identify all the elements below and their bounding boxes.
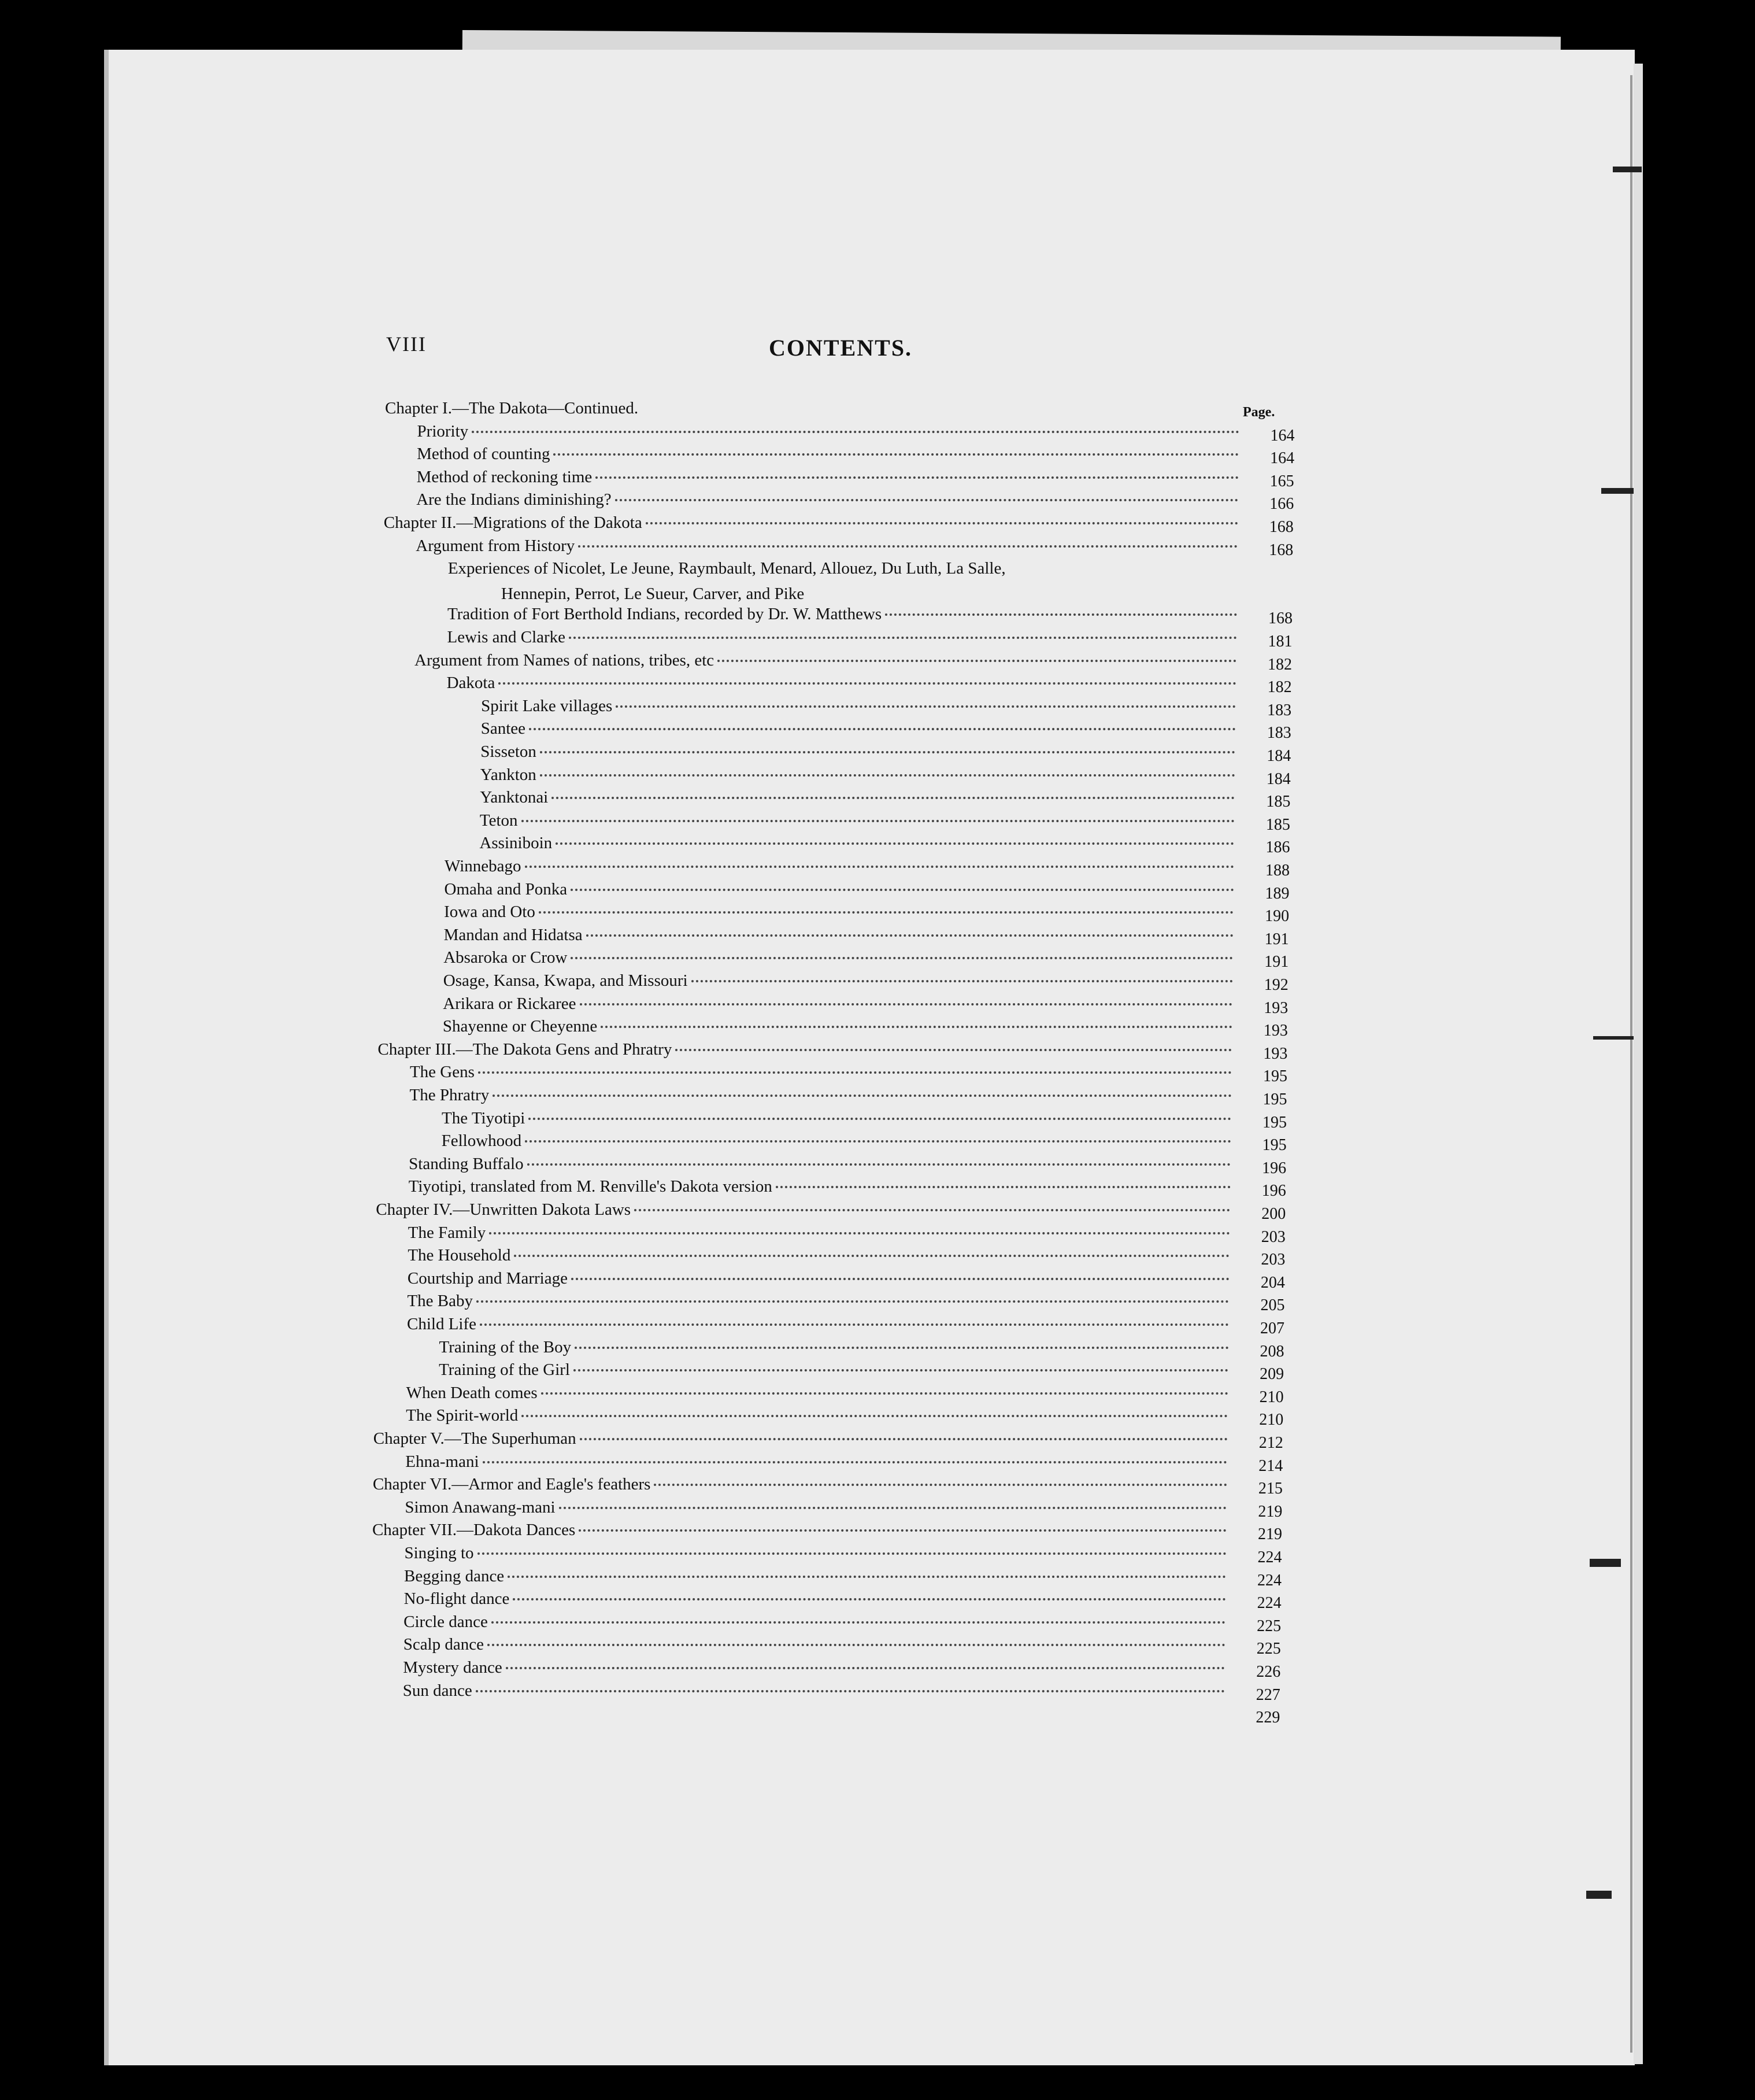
toc-entry-row (439, 1338, 1232, 1361)
toc-entry-label: Chapter I.—The Dakota—Continued. (385, 399, 639, 417)
toc-entry-row (403, 1613, 1229, 1636)
toc-entry-row (445, 857, 1238, 880)
toc-page-number: 224 (1257, 1548, 1282, 1566)
toc-chapter-row (372, 1521, 1230, 1544)
toc-entry-label: Priority (417, 422, 469, 441)
dot-leader (529, 728, 1236, 730)
toc-entry-row (403, 1635, 1229, 1658)
dot-leader (571, 1278, 1230, 1280)
dot-leader (513, 1598, 1225, 1600)
toc-page-number: 191 (1264, 953, 1289, 971)
toc-page-number: 195 (1262, 1090, 1287, 1108)
toc-entry-row (406, 1406, 1231, 1429)
dot-leader (646, 522, 1238, 524)
toc-entry-label: Child Life (407, 1315, 477, 1333)
toc-entry-row (480, 766, 1239, 789)
toc-entry-row (409, 1177, 1234, 1200)
toc-page-number: 165 (1269, 472, 1294, 490)
dot-leader (476, 1690, 1225, 1692)
toc-entry-label: Chapter V.—The Superhuman (373, 1429, 576, 1448)
toc-page-number: 224 (1257, 1571, 1282, 1589)
toc-entry-label: Method of reckoning time (416, 467, 593, 486)
toc-page-number: 195 (1262, 1113, 1287, 1132)
toc-chapter-row (377, 1040, 1235, 1063)
dot-leader (476, 1300, 1229, 1303)
toc-entry-row (404, 1567, 1230, 1590)
toc-entry-row (403, 1681, 1228, 1705)
toc-entry-row (481, 697, 1239, 720)
toc-page-number: 225 (1257, 1617, 1282, 1635)
dot-leader (556, 842, 1234, 845)
toc-entry-row (481, 719, 1239, 742)
toc-page-number: 192 (1264, 976, 1289, 994)
toc-entry-label: The Household (408, 1246, 511, 1265)
dot-leader (595, 476, 1238, 479)
dot-leader (580, 1438, 1228, 1440)
toc-entry-label: Training of the Boy (439, 1337, 572, 1356)
dot-leader (525, 1140, 1231, 1143)
toc-entry-row (410, 1063, 1235, 1086)
toc-entry-label: The Spirit-world (406, 1406, 519, 1425)
toc-entry-label: Scalp dance (403, 1635, 484, 1654)
toc-entry-label: Circle dance (403, 1612, 488, 1631)
toc-page-number: 215 (1258, 1480, 1283, 1498)
toc-entry-label: Sun dance (402, 1681, 472, 1700)
toc-page-number: 225 (1256, 1640, 1281, 1658)
toc-entry-label: Mystery dance (403, 1658, 502, 1677)
toc-page-number: 203 (1261, 1251, 1286, 1269)
dot-leader (472, 431, 1239, 433)
toc-entry-row (406, 1384, 1232, 1407)
dot-leader (580, 1003, 1233, 1005)
toc-entry-row (442, 1132, 1235, 1155)
dot-leader (575, 1347, 1228, 1349)
toc-entry-row (416, 537, 1241, 560)
dot-leader (578, 545, 1238, 548)
toc-entry-row (480, 811, 1238, 834)
dot-leader (521, 820, 1235, 822)
dot-leader (491, 1621, 1225, 1624)
toc-entry-label: The Phratry (409, 1086, 490, 1104)
toc-page-number: 205 (1260, 1296, 1285, 1315)
toc-page-number: 183 (1267, 724, 1291, 742)
dot-leader (487, 1644, 1225, 1646)
toc-page-number: 195 (1262, 1067, 1287, 1086)
toc-entry-label: Chapter VI.—Armor and Eagle's feathers (372, 1475, 651, 1494)
toc-page-number: 196 (1262, 1159, 1287, 1177)
dot-leader (521, 1415, 1228, 1417)
toc-entry-row (409, 1155, 1234, 1178)
toc-entry-label: Method of counting (417, 445, 550, 464)
toc-entry-row (405, 1544, 1230, 1567)
toc-entry-row (444, 926, 1237, 949)
dot-leader (579, 1529, 1227, 1532)
toc-page-number: 226 (1256, 1663, 1281, 1681)
dot-leader (508, 1576, 1226, 1578)
toc-entry-row (439, 1360, 1232, 1384)
toc-entry-row (402, 1704, 1228, 1727)
toc-entry-row (448, 559, 1241, 582)
dot-leader (634, 1209, 1230, 1211)
toc-entry-row (417, 422, 1243, 445)
toc-entry-label: Tiyotipi, translated from M. Renville's Dakota version (408, 1177, 772, 1196)
toc-page-number: 168 (1269, 541, 1294, 559)
toc-page-number: 209 (1260, 1365, 1284, 1384)
toc-entry-label: Chapter III.—The Dakota Gens and Phratry (377, 1040, 672, 1059)
toc-entry-row (447, 605, 1241, 628)
toc-entry-label: Are the Indians diminishing? (416, 490, 612, 509)
dot-leader (601, 1026, 1232, 1028)
toc-page-number: 183 (1267, 701, 1292, 719)
toc-entry-label: Argument from History (416, 536, 575, 555)
toc-page-number: 164 (1270, 449, 1295, 468)
toc-entry-label: Begging dance (404, 1566, 505, 1585)
toc-entry-label: Absaroka or Crow (443, 948, 568, 967)
toc-entry-row (404, 1589, 1230, 1613)
toc-entry-label: Dakota (446, 674, 495, 693)
dot-leader (539, 911, 1234, 914)
toc-entry-label: Yankton (480, 765, 536, 784)
toc-entry-label: Yanktonai (480, 788, 549, 807)
toc-entry-label: Sisseton (480, 742, 536, 761)
dot-leader (514, 1255, 1230, 1257)
toc-page-number: 182 (1268, 655, 1293, 674)
toc-entry-label: Training of the Girl (439, 1360, 570, 1380)
toc-entry-label: The Gens (409, 1063, 475, 1082)
toc-page-number: 186 (1265, 838, 1290, 857)
toc-page-number: 185 (1265, 815, 1290, 834)
toc-entry-label: Ehna-mani (405, 1452, 479, 1471)
dot-leader (571, 957, 1233, 959)
toc-entry-label: Winnebago (445, 857, 521, 875)
toc-entry-row (403, 1658, 1228, 1681)
running-head-page-number: VIII (386, 332, 427, 356)
toc-chapter-row (376, 1200, 1234, 1223)
dot-leader (540, 751, 1235, 753)
toc-page-number: 229 (1256, 1709, 1280, 1727)
page-title: CONTENTS. (769, 335, 913, 361)
toc-page-number: 164 (1270, 426, 1295, 445)
toc-chapter-row (373, 1475, 1231, 1498)
toc-entry-label: The Baby (407, 1292, 473, 1311)
toc-entry-row (480, 788, 1238, 811)
toc-entry-row (405, 1452, 1231, 1476)
toc-entry-row (443, 994, 1236, 1018)
dot-leader (493, 1095, 1231, 1097)
toc-page-number: 168 (1269, 518, 1294, 536)
dot-leader (776, 1186, 1231, 1188)
toc-entry-row (408, 1246, 1233, 1269)
dot-leader (571, 889, 1234, 891)
toc-entry-label: Simon Anawang-mani (405, 1498, 556, 1517)
toc-entry-label: Chapter IV.—Unwritten Dakota Laws (376, 1200, 631, 1219)
toc-entry-row (443, 1017, 1236, 1040)
toc-page-number: 181 (1268, 633, 1293, 650)
dot-leader (569, 637, 1236, 639)
dot-leader (691, 980, 1233, 982)
dot-leader (527, 1163, 1231, 1166)
toc-entry-label: Shayenne or Cheyenne (442, 1017, 598, 1036)
toc-entry-row (405, 1498, 1230, 1521)
toc-entry-row (442, 1109, 1235, 1132)
toc-page-number: 219 (1257, 1525, 1282, 1544)
toc-entry-row (416, 490, 1242, 513)
toc-entry-row (408, 1269, 1233, 1292)
toc-page-number: 190 (1265, 907, 1290, 926)
dot-leader (559, 1507, 1227, 1509)
toc-entry-row (479, 834, 1238, 857)
toc-entry-label: Iowa and Oto (444, 903, 535, 922)
dot-leader (489, 1232, 1230, 1234)
toc-entry-row (443, 948, 1236, 971)
toc-page-number: 184 (1267, 747, 1291, 765)
toc-entry-label: The Family (408, 1223, 486, 1242)
dot-leader (483, 1461, 1228, 1463)
toc-entry-label: Osage, Kansa, Kwapa, and Missouri (443, 971, 688, 990)
toc-entry-label: Assiniboin (479, 834, 553, 853)
toc-page-number: 208 (1260, 1342, 1284, 1360)
toc-entry-row (410, 1086, 1235, 1109)
toc-page-number: 182 (1267, 678, 1292, 697)
toc-page-number: 210 (1259, 1411, 1284, 1429)
toc-page-number: 166 (1269, 495, 1294, 513)
dot-leader (478, 1071, 1232, 1074)
dot-leader (553, 453, 1239, 456)
toc-entry-label: Spirit Lake villages (481, 696, 613, 715)
toc-chapter-row (373, 1429, 1231, 1452)
dot-leader (541, 1392, 1228, 1395)
toc-entry-label: Experiences of Nicolet, Le Jeune, Raymbault, Menard, Allouez, Du Luth, La Salle, (447, 559, 1006, 578)
dot-leader (551, 797, 1235, 799)
toc-page-number: 184 (1266, 770, 1291, 788)
toc-entry-label: Teton (479, 811, 518, 830)
dot-leader (498, 682, 1236, 685)
toc-entry-row (417, 445, 1242, 468)
toc-page-number: 227 (1256, 1685, 1280, 1704)
toc-page-number: 196 (1261, 1182, 1286, 1200)
toc-entry-row (407, 1292, 1232, 1315)
dot-leader (586, 934, 1234, 937)
toc-entry-continuation: Hennepin, Perrot, Le Sueur, Carver, and Pike (501, 584, 805, 603)
dot-leader (528, 1118, 1231, 1120)
toc-page-number: 212 (1258, 1434, 1283, 1452)
toc-entry-row (408, 1223, 1234, 1247)
toc-entry-label: Chapter II.—Migrations of the Dakota (383, 513, 642, 532)
dot-leader (525, 866, 1234, 868)
dot-leader (480, 1323, 1229, 1326)
toc-page-number: 195 (1262, 1136, 1287, 1155)
toc-entry-label: When Death comes (406, 1383, 538, 1402)
toc-entry-row (445, 880, 1238, 903)
toc-page-number: 188 (1265, 862, 1290, 879)
toc-page-number: 224 (1257, 1594, 1282, 1613)
toc-entry-row (480, 742, 1239, 766)
toc-entry-label: Tradition of Fort Berthold Indians, recorded by Dr. W. Matthews (447, 605, 882, 624)
toc-entry-label: Chapter VII.—Dakota Dances (372, 1521, 576, 1540)
toc-page-number: 207 (1260, 1319, 1284, 1337)
toc-entry-row (447, 628, 1241, 651)
dot-leader (717, 660, 1236, 662)
toc-entry-label: Singing to (404, 1544, 474, 1562)
toc-entry-label: Standing Buffalo (409, 1154, 524, 1173)
toc-entry-label: Omaha and Ponka (444, 879, 568, 899)
toc-page-number: 193 (1263, 1044, 1288, 1063)
toc-entry-row (417, 468, 1242, 491)
toc-entry-label: Courtship and Marriage (407, 1269, 568, 1288)
dot-leader (573, 1369, 1228, 1371)
toc-page-number: 203 (1261, 1228, 1286, 1246)
toc-chapter-row (384, 513, 1242, 537)
page-column-heading: Page. (1243, 405, 1275, 420)
toc-page-number: 200 (1261, 1205, 1286, 1223)
toc-page-number: 204 (1260, 1273, 1285, 1292)
dot-leader (675, 1049, 1232, 1051)
toc-entry-label: The Tiyotipi (442, 1108, 525, 1127)
dot-leader (540, 774, 1235, 777)
toc-entry-row (407, 1315, 1232, 1338)
toc-entry-row (444, 903, 1237, 926)
toc-page-number: 168 (1268, 609, 1293, 628)
toc-page-number: 189 (1265, 884, 1290, 903)
toc-entry-label: Argument from Names of nations, tribes, etc (414, 650, 714, 670)
toc-entry-label: Mandan and Hidatsa (443, 925, 583, 944)
toc-page-number: 193 (1264, 999, 1289, 1017)
dot-leader (616, 705, 1236, 708)
toc-entry-row (414, 651, 1240, 674)
dot-leader (654, 1484, 1227, 1486)
toc-page-number: 214 (1258, 1456, 1283, 1475)
toc-entry-label: No-flight dance (403, 1589, 510, 1609)
toc-page-number: 193 (1263, 1022, 1288, 1040)
dot-leader (615, 499, 1239, 501)
dot-leader (885, 613, 1237, 616)
toc-page-number: 191 (1264, 930, 1289, 948)
toc-chapter-row (385, 399, 1243, 422)
toc-entry-label: Fellowhood (441, 1132, 522, 1151)
toc-page-number: 219 (1258, 1502, 1283, 1521)
toc-entry-row (443, 971, 1236, 994)
toc-entry-label: Arikara or Rickaree (443, 994, 576, 1013)
toc-entry-label: Santee (480, 719, 525, 738)
toc-entry-row (447, 674, 1240, 697)
toc-page-number: 185 (1266, 793, 1291, 811)
dot-leader (506, 1667, 1225, 1669)
dot-leader (477, 1552, 1227, 1555)
toc-page-number: 210 (1259, 1388, 1284, 1406)
toc-entry-label: Lewis and Clarke (447, 628, 566, 646)
